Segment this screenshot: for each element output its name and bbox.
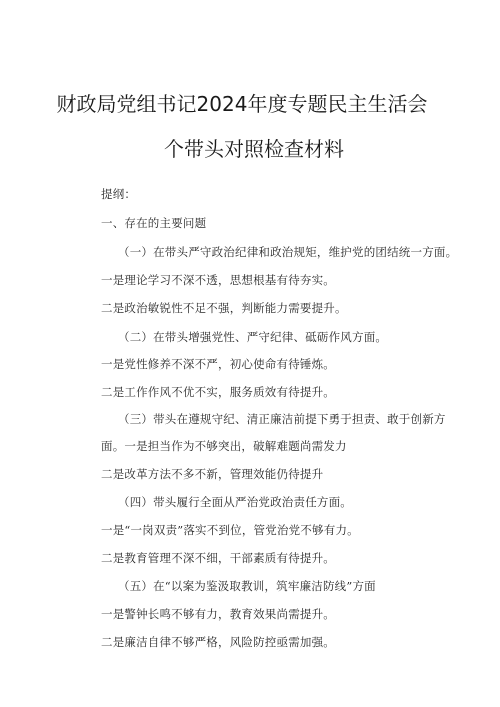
body-line: 二是教育管理不深不细，干部素质有待提升。 [101, 551, 335, 565]
subsection-heading: （一）在带头严守政治纪律和政治规矩，维护党的团结统一方面。 [118, 245, 458, 259]
section-heading: 一、存在的主要问题 [101, 216, 207, 230]
body-line: 二是廉洁自律不够严格，风险防控亟需加强。 [101, 635, 335, 649]
body-line: 二是政治敏锐性不足不强，判断能力需要提升。 [101, 301, 347, 315]
subsection-heading: （五）在“以案为鉴汲取教训，筑牢廉洁防线”方面 [118, 579, 376, 593]
subsection-heading: （四）带头履行全面从严治党政治责任方面。 [118, 495, 352, 509]
body-line: 一是理论学习不深不透，思想根基有待夯实。 [101, 273, 335, 287]
subsection-heading: （三）带头在遵规守纪、清正廉洁前提下勇于担责、敢于创新方 [118, 412, 446, 426]
document-title-line-1: 财政局党组书记2024年度专题民主生活会 [56, 92, 428, 116]
document-title-line-2: 个带头对照检查材料 [164, 137, 344, 161]
subsection-heading: （二）在带头增强党性、严守纪律、砥砺作风方面。 [118, 330, 388, 344]
outline-label: 提纲： [101, 187, 137, 201]
body-line: 面。一是担当作为不够突出，破解难题尚需发力 [101, 439, 347, 453]
body-line: 一是“一岗双责”落实不到位，管党治党不够有力。 [101, 523, 359, 537]
body-line: 二是工作作风不优不实，服务质效有待提升。 [101, 385, 335, 399]
body-line: 一是警钟长鸣不够有力，教育效果尚需提升。 [101, 607, 335, 621]
body-line: 二是改革方法不多不新，管理效能仍待提升 [101, 467, 324, 481]
body-line: 一是党性修养不深不严，初心使命有待锤炼。 [101, 357, 335, 371]
